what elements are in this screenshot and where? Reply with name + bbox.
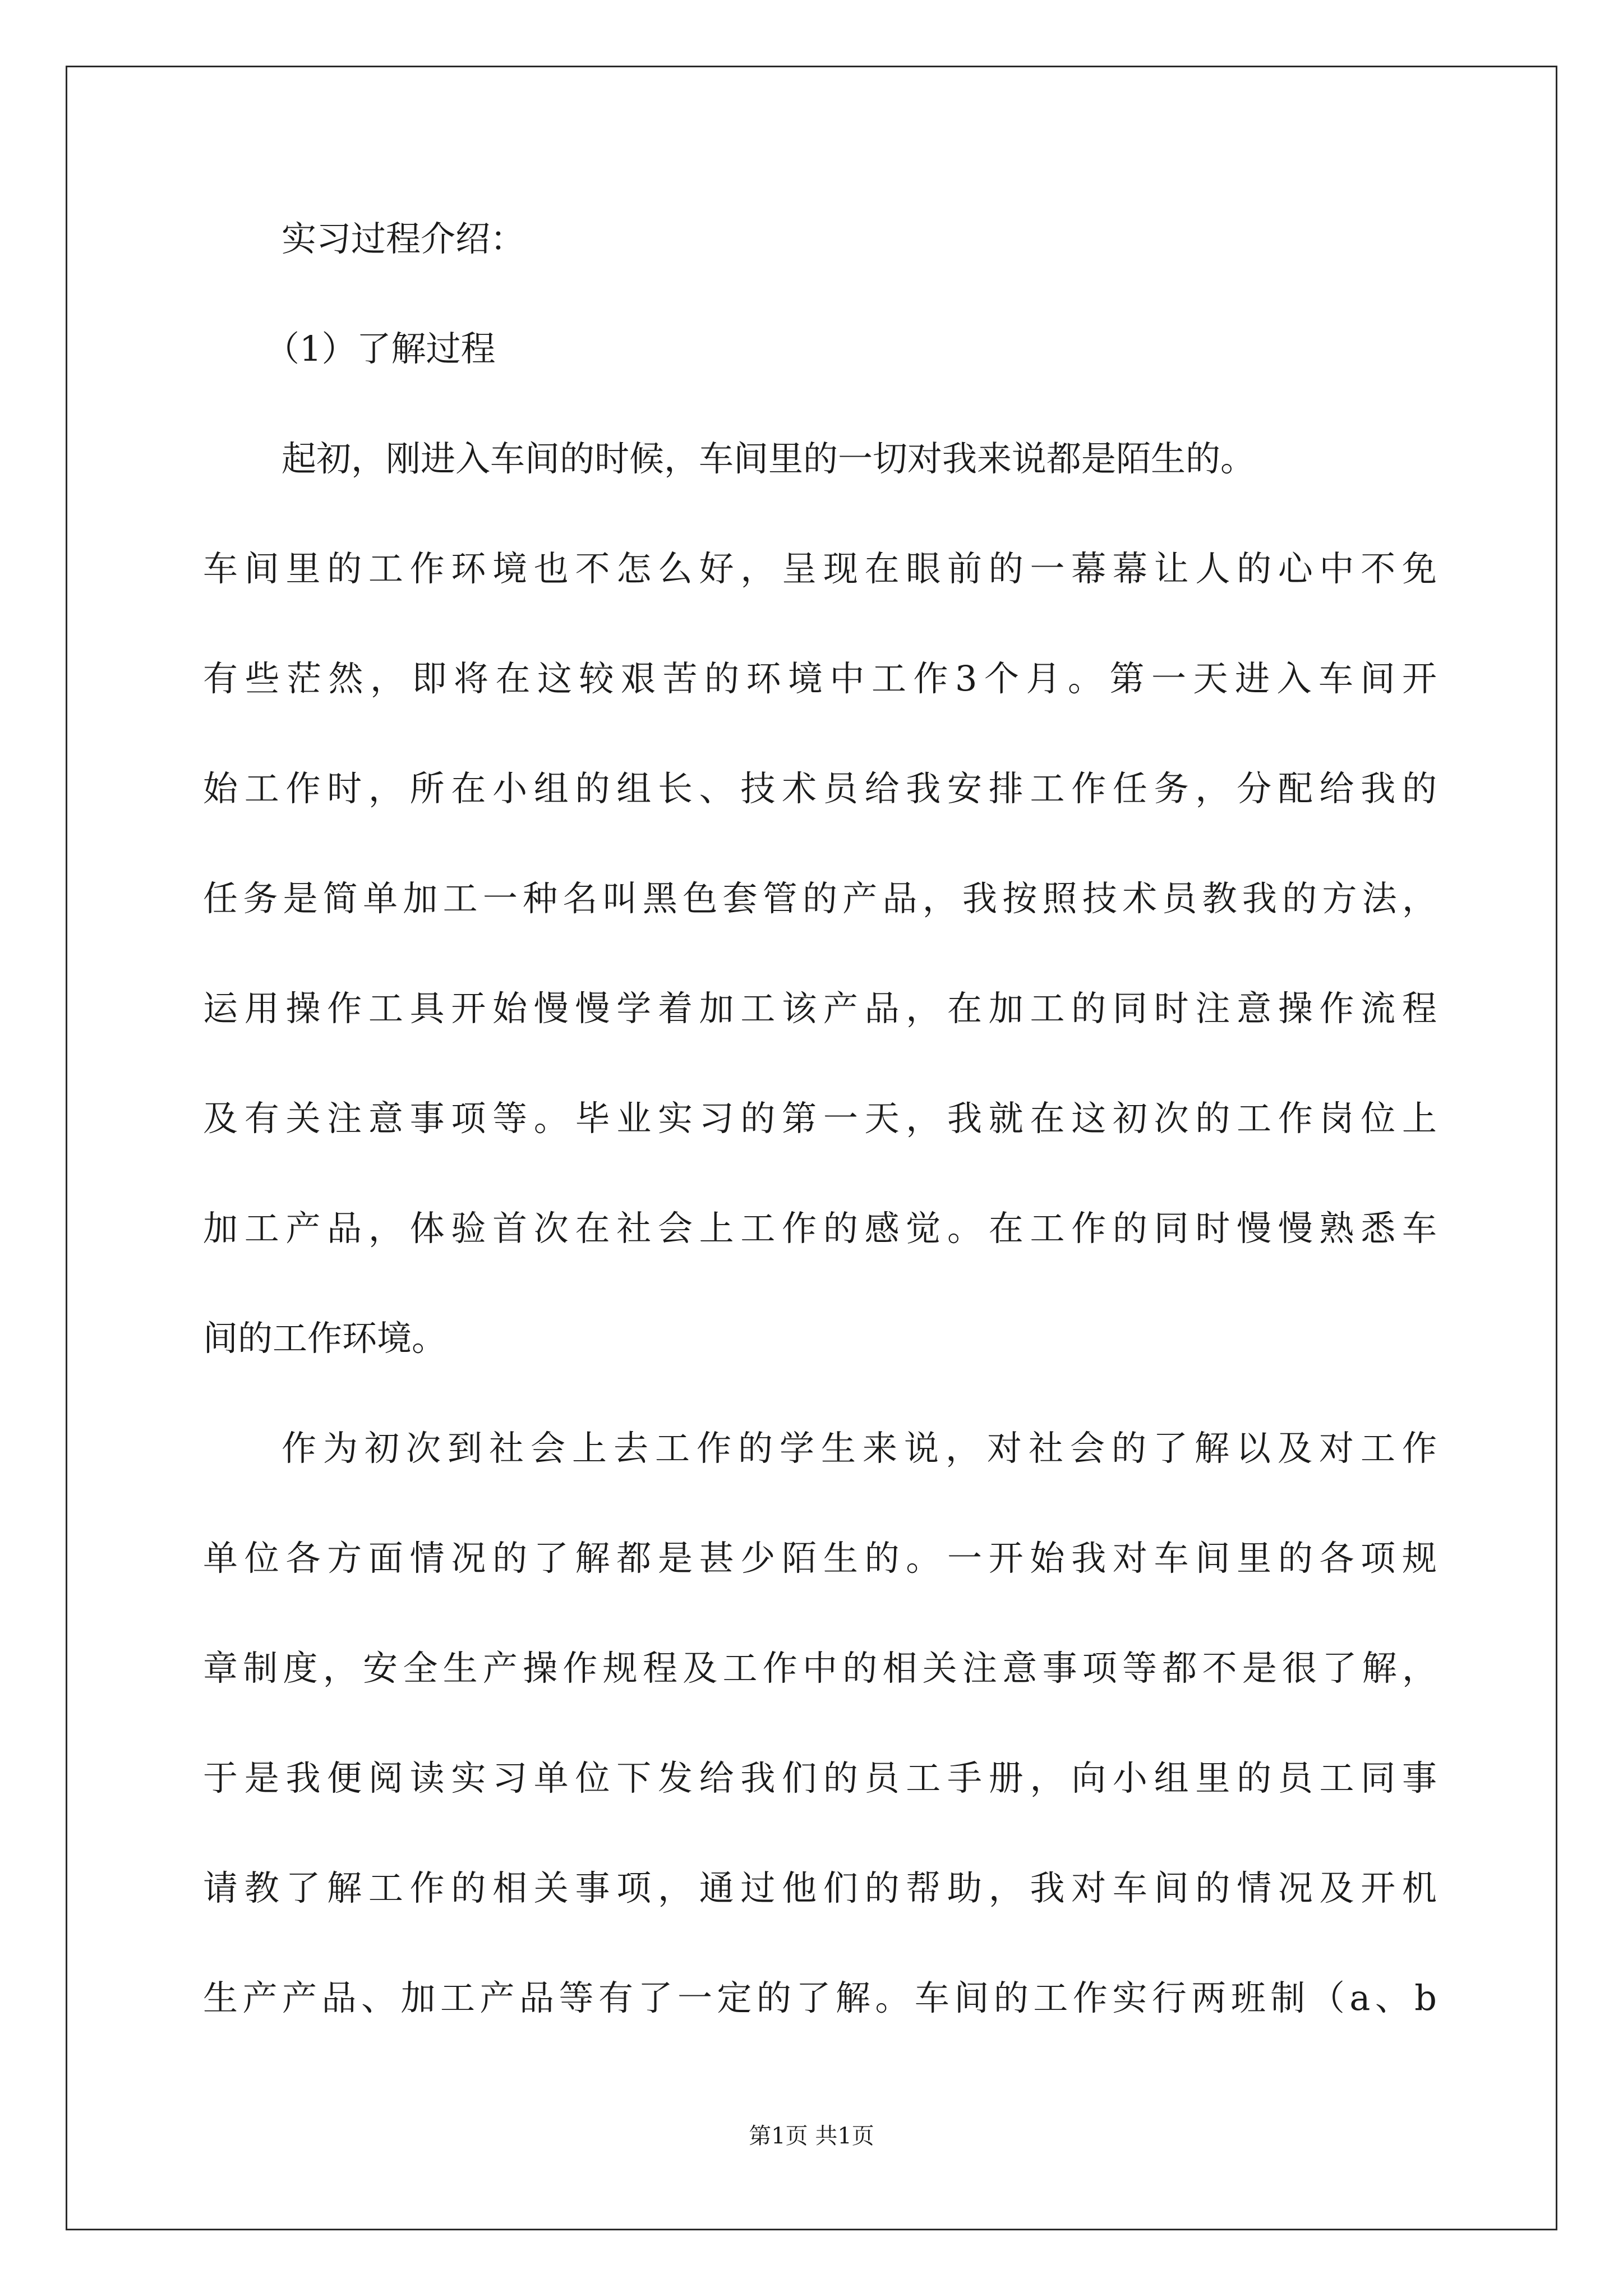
paragraph-line: 起初，刚进入车间的时候，车间里的一切对我来说都是陌生的。 <box>282 438 1256 479</box>
paragraph-line: 车间里的工作环境也不怎么好，呈现在眼前的一幕幕让人的心中不免 <box>203 548 1437 589</box>
paragraph-line: 于是我便阅读实习单位下发给我们的员工手册，向小组里的员工同事 <box>203 1757 1437 1798</box>
paragraph-line: 章制度，安全生产操作规程及工作中的相关注意事项等都不是很了解， <box>203 1648 1437 1688</box>
paragraph-line: 及有关注意事项等。毕业实习的第一天，我就在这初次的工作岗位上 <box>203 1098 1437 1139</box>
paragraph-line: 运用操作工具开始慢慢学着加工该产品，在加工的同时注意操作流程 <box>203 988 1437 1029</box>
paragraph-line: 间的工作环境。 <box>203 1318 447 1359</box>
paragraph-line: 生产产品、加工产品等有了一定的了解。车间的工作实行两班制（a、b <box>203 1977 1437 2018</box>
section-heading: 实习过程介绍： <box>282 218 525 259</box>
paragraph-line: 有些茫然，即将在这较艰苦的环境中工作3个月。第一天进入车间开 <box>203 658 1437 699</box>
paragraph-line: 作为初次到社会上去工作的学生来说，对社会的了解以及对工作 <box>282 1428 1437 1469</box>
paragraph-line: 请教了解工作的相关事项，通过他们的帮助，我对车间的情况及开机 <box>203 1867 1437 1908</box>
paragraph-line: 任务是简单加工一种名叫黑色套管的产品，我按照技术员教我的方法， <box>203 878 1437 919</box>
subsection-heading: （1）了解过程 <box>265 328 496 369</box>
paragraph-line: 始工作时，所在小组的组长、技术员给我安排工作任务，分配给我的 <box>203 768 1437 809</box>
paragraph-line: 加工产品，体验首次在社会上工作的感觉。在工作的同时慢慢熟悉车 <box>203 1208 1437 1249</box>
page-footer: 第1页 共1页 <box>749 2123 874 2149</box>
paragraph-line: 单位各方面情况的了解都是甚少陌生的。一开始我对车间里的各项规 <box>203 1538 1437 1579</box>
